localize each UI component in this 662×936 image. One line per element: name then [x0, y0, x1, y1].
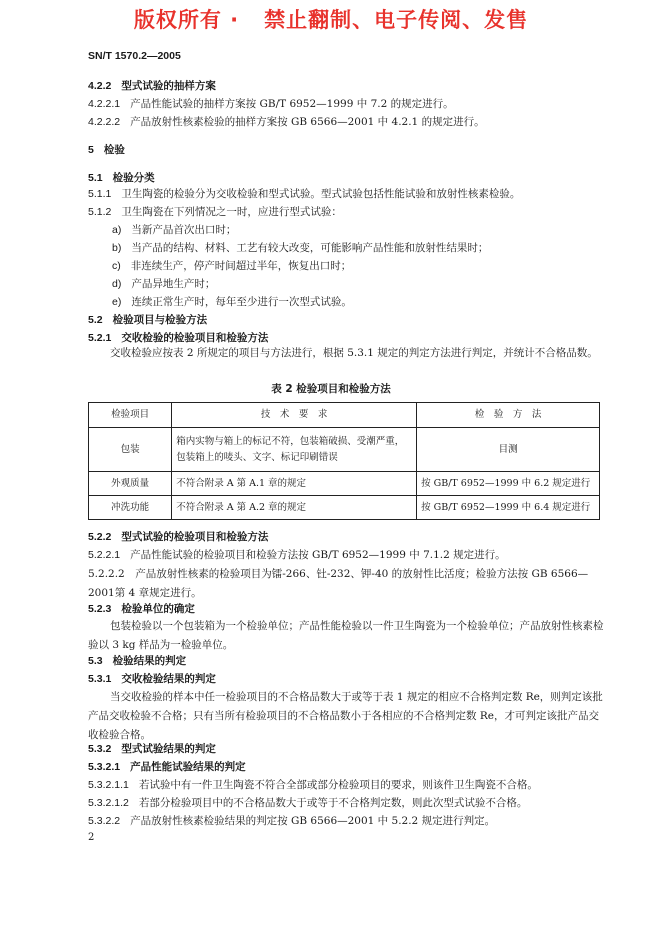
header-requirement: 技 术 要 求	[172, 403, 417, 428]
clause-number: 5	[88, 144, 94, 156]
clause-text: 当产品的结构、材料、工艺有较大改变，可能影响产品性能和放射性结果时；	[131, 242, 489, 254]
cell-item: 外观质量	[89, 472, 172, 496]
clause-number: 5.2.2	[88, 531, 112, 543]
cell-method: 按 GB/T 6952—1999 中 6.4 规定进行	[417, 496, 600, 520]
clause-text: 产品性能试验结果的判定	[130, 761, 246, 773]
text-line	[88, 797, 527, 810]
paragraph-5-3-1: 当交收检验的样本中任一检验项目的不合格品数大于或等于表 1 规定的相应不合格判定数 Re，则判定该批产品交收检验不合格；只有当所有检验项目的不合格品数小于各相应的不合格判定数 Re，才可判定该批产品交收检验合格。	[88, 691, 603, 741]
paragraph-5-2-3: 包装检验以一个包装箱为一个检验单位；产品性能检验以一件卫生陶瓷为一个检验单位；产品放射性核素检验以 3 kg 样品为一检验单位。	[88, 620, 604, 651]
heading-text: 检验结果的判定	[112, 655, 187, 667]
clause-text: 连续正常生产时，每年至少进行一次型式试验。	[131, 296, 352, 308]
heading-5-2-3	[88, 603, 195, 616]
clause-number: 5.3.2.1	[88, 761, 121, 773]
clause-text: 产品性能试验的检验项目和检验方法按 GB/T 6952—1999 中 7.1.2 规定进行。	[130, 549, 506, 561]
section-heading	[88, 743, 216, 756]
paragraph-5-2-2-2: 5.2.2.2 产品放射性核素的检验项目为镭-266、钍-232、钾-40 的放射性比活度；检验方法按 GB 6566—2001第 4 章规定进行。	[88, 568, 589, 599]
section-heading	[88, 531, 268, 544]
text-line	[112, 242, 488, 255]
inspection-table	[88, 402, 600, 520]
section-heading	[88, 172, 155, 185]
clause-number: a)	[112, 224, 122, 236]
clause-number: 5.3.2.1.1	[88, 779, 129, 791]
heading-text: 检验单位的确定	[121, 603, 195, 615]
text-line	[112, 296, 352, 309]
clause-text: 检验分类	[112, 172, 155, 184]
cell-item: 包装	[89, 428, 172, 472]
text-line	[112, 224, 236, 237]
clause-text: 产品异地生产时；	[131, 278, 216, 290]
cell-method: 按 GB/T 6952—1999 中 6.2 规定进行	[417, 472, 600, 496]
clause-text: 若试验中有一件卫生陶瓷不符合全部或部分检验项目的要求，则该件卫生陶瓷不合格。	[138, 779, 538, 791]
table-row	[89, 496, 600, 520]
clause-text: 检验项目与检验方法	[112, 314, 208, 326]
text-line	[88, 549, 506, 562]
clause-text: 产品放射性核素检验的抽样方案按 GB 6566—2001 中 4.2.1 的规定进行。	[130, 116, 485, 128]
heading-number: 5.3.1	[88, 673, 112, 685]
clause-text: 卫生陶瓷的检验分为交收检验和型式试验。型式试验包括性能试验和放射性核素检验。	[121, 188, 521, 200]
section-heading	[88, 761, 246, 774]
heading-5-3	[88, 655, 186, 668]
clause-number: 5.3.2	[88, 743, 112, 755]
clause-text: 当新产品首次出口时；	[131, 224, 237, 236]
cell-method: 目测	[417, 428, 600, 472]
clause-text: 型式试验结果的判定	[121, 743, 216, 755]
clause-number: 5.1	[88, 172, 103, 184]
clause-text: 型式试验的抽样方案	[121, 80, 216, 92]
section-heading	[88, 314, 207, 327]
clause-number: 4.2.2	[88, 80, 112, 92]
table-row	[89, 428, 600, 472]
heading-number: 5.2.3	[88, 603, 112, 615]
header-method: 检 验 方 法	[417, 403, 600, 428]
table-2-title: 表 2 检验项目和检验方法	[271, 383, 391, 395]
clause-number: c)	[112, 260, 121, 272]
text-line	[112, 278, 215, 291]
clause-text: 型式试验的检验项目和检验方法	[121, 531, 269, 543]
clause-text: 产品性能试验的抽样方案按 GB/T 6952—1999 中 7.2 的规定进行。	[130, 98, 454, 110]
clause-number: 4.2.2.2	[88, 116, 121, 128]
clause-number: 5.3.2.2	[88, 815, 121, 827]
clause-number: 5.3.2.1.2	[88, 797, 129, 809]
cell-requirement: 不符合附录 A 第 A.2 章的规定	[172, 496, 417, 520]
text-line	[88, 98, 454, 111]
clause-text: 产品放射性核素检验结果的判定按 GB 6566—2001 中 5.2.2 规定进行判定。	[130, 815, 496, 827]
header-item: 检验项目	[89, 403, 172, 428]
clause-text: 交收检验的检验项目和检验方法	[121, 332, 269, 344]
section-heading	[88, 80, 216, 93]
clause-number: 5.1.1	[88, 188, 112, 200]
text-line	[88, 779, 538, 792]
text-line	[88, 116, 485, 129]
standard-number: SN/T 1570.2—2005	[88, 50, 181, 62]
clause-text: 检验	[103, 144, 125, 156]
text-line	[112, 260, 351, 273]
clause-number: 4.2.2.1	[88, 98, 121, 110]
heading-text: 交收检验结果的判定	[121, 673, 216, 685]
page-number: 2	[88, 832, 95, 843]
text-line	[88, 206, 342, 219]
cell-item: 冲洗功能	[89, 496, 172, 520]
table-row	[89, 472, 600, 496]
clause-number: e)	[112, 296, 122, 308]
table-header-row	[89, 403, 600, 428]
clause-text: 若部分检验项目中的不合格品数大于或等于不合格判定数，则此次型式试验不合格。	[138, 797, 528, 809]
heading-5-3-1	[88, 673, 216, 686]
watermark-banner: 版权所有 · 禁止翻制、电子传阅、发售	[133, 8, 529, 32]
clause-number: 5.2	[88, 314, 103, 326]
text-line	[88, 188, 520, 201]
clause-text: 非连续生产，停产时间超过半年，恢复出口时；	[130, 260, 352, 272]
paragraph-5-2-1: 交收检验应按表 2 所规定的项目与方法进行，根据 5.3.1 规定的判定方法进行判定，并统计不合格品数。	[110, 347, 598, 359]
cell-requirement: 不符合附录 A 第 A.1 章的规定	[172, 472, 417, 496]
clause-number: b)	[112, 242, 122, 254]
clause-number: 5.2.2.1	[88, 549, 121, 561]
clause-number: d)	[112, 278, 122, 290]
section-heading	[88, 144, 125, 157]
clause-number: 5.2.1	[88, 332, 112, 344]
clause-text: 卫生陶瓷在下列情况之一时，应进行型式试验：	[121, 206, 342, 218]
cell-requirement: 箱内实物与箱上的标记不符，包装箱破损、受潮严重，包装箱上的唛头、文字、标记印刷错误	[172, 428, 417, 472]
heading-number: 5.3	[88, 655, 103, 667]
text-line	[88, 815, 495, 828]
clause-number: 5.1.2	[88, 206, 112, 218]
